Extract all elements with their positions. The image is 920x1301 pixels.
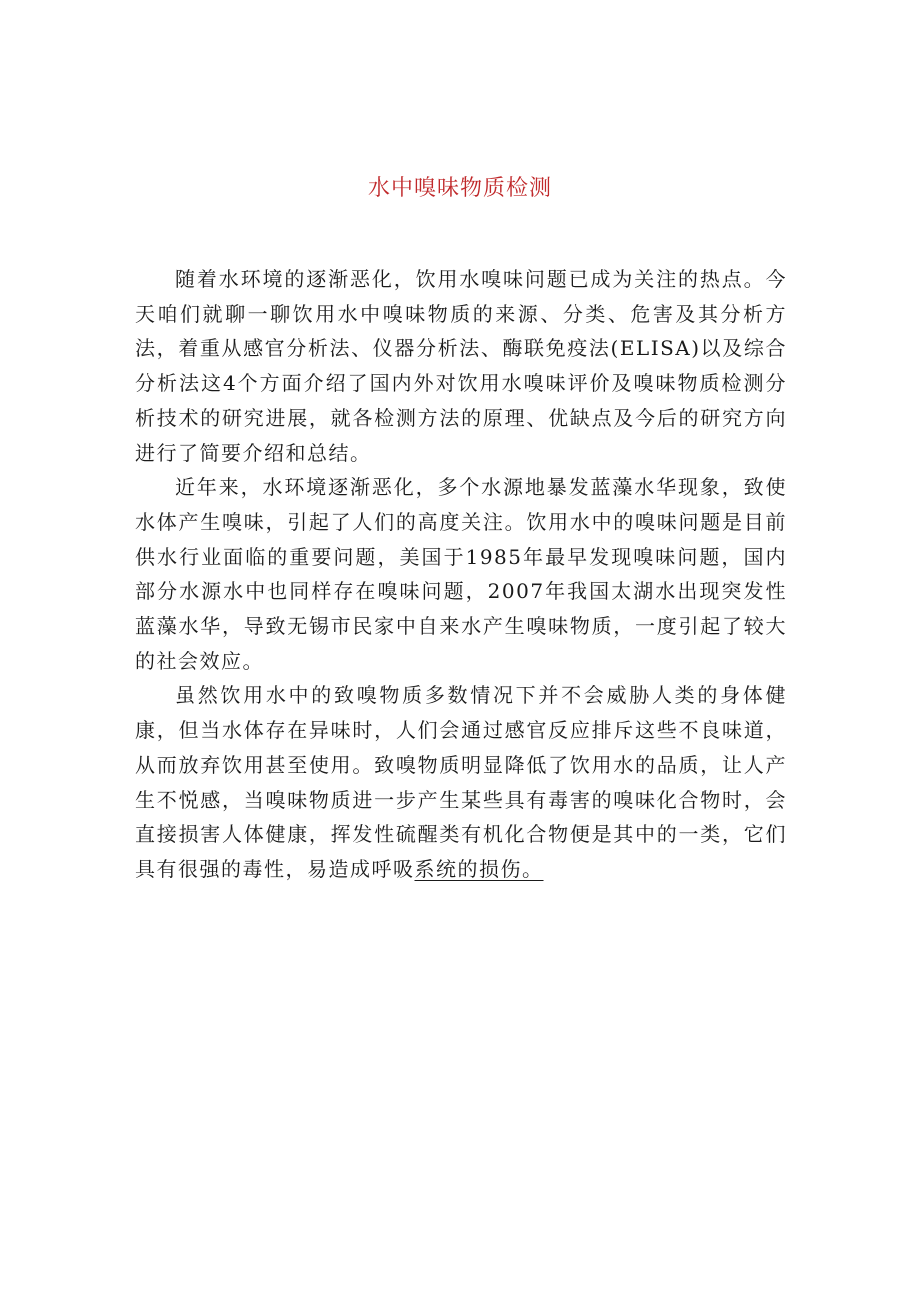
- paragraph-3: [135, 678, 787, 886]
- paragraph-3-text: 虽然饮用水中的致嗅物质多数情况下并不会威胁人类的身体健康，但当水体存在异味时，人们会通过感官反应排斥这些不良味道，从而放弃饮用甚至使用。致嗅物质明显降低了饮用水的品质，让人产生不悦感，当嗅味物质进一步产生某些具有毒害的嗅味化合物时，会直接损害人体健康，挥发性硫醒类有机化合物便是其中的一类，它们具有很强的毒性，易造成呼吸: [135, 683, 787, 881]
- paragraph-1: 随着水环境的逐渐恶化，饮用水嗅味问题已成为关注的热点。今天咱们就聊一聊饮用水中嗅味物质的来源、分类、危害及其分析方法，着重从感官分析法、仪器分析法、酶联免疫法(ELISA)以及综合分析法这4个方面介绍了国内外对饮用水嗅味评价及嗅味物质检测分析技术的研究进展，就各检测方法的原理、优缺点及今后的研究方向进行了简要介绍和总结。: [135, 267, 787, 465]
- document-title: 水中嗅味物质检测: [367, 176, 552, 201]
- paragraph-2: 近年来，水环境逐渐恶化，多个水源地暴发蓝藻水华现象，致使水体产生嗅味，引起了人们的高度关注。饮用水中的嗅味问题是目前供水行业面临的重要问题，美国于1985年最早发现嗅味问题，国内部分水源水中也同样存在嗅味问题，2007年我国太湖水出现突发性蓝藻水华，导致无锡市民家中自来水产生嗅味物质，一度引起了较大的社会效应。: [135, 475, 787, 673]
- paragraph-3-underlined-tail: 系统的损伤。: [414, 856, 544, 881]
- document-body: [135, 262, 787, 887]
